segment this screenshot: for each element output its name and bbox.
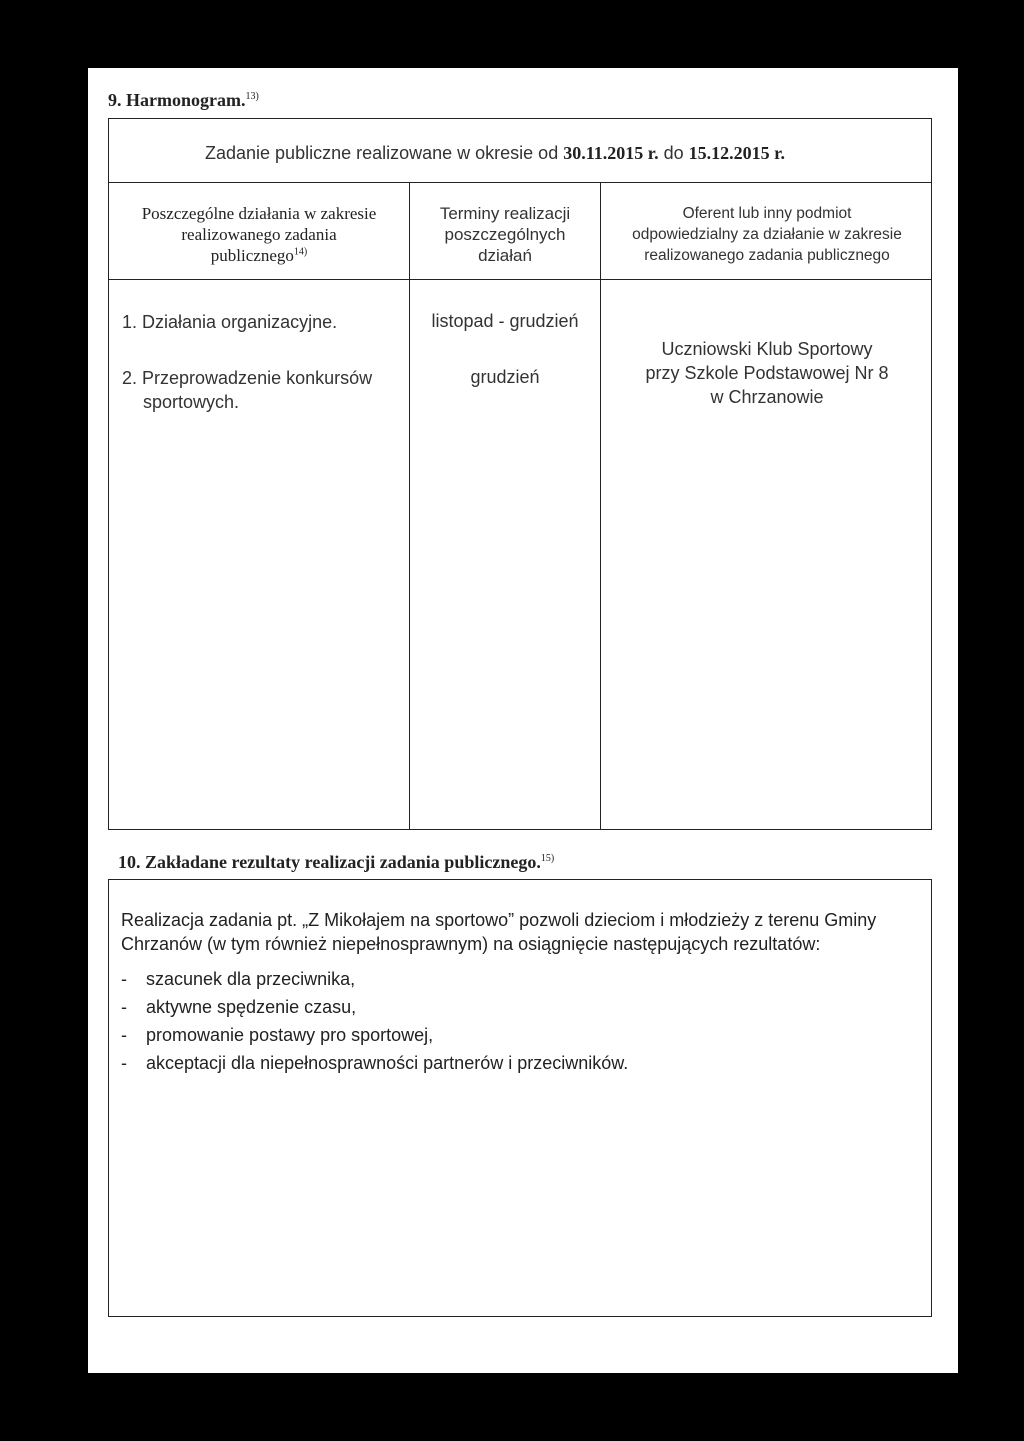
section-9-heading <box>108 90 259 111</box>
results-intro: Realizacja zadania pt. „Z Mikołajem na sportowo” pozwoli dzieciom i młodzieży z terenu Gminy Chrzanów (w tym również niepełnosprawnym) na osiągnięcie następujących rezultatów: <box>121 910 877 954</box>
activity-1: 1. Działania organizacyjne. <box>122 312 338 332</box>
period-row <box>205 143 785 164</box>
list-item: - akceptacji dla niepełnosprawności partnerów i przeciwników. <box>121 1049 921 1077</box>
header-activities: Poszczególne działania w zakresie realizowanego zadania publicznego$^{14)}$ <box>141 204 377 265</box>
header-responsible: Oferent lub inny podmiot odpowiedzialny za działanie w zakresie realizowanego zadania publicznego <box>632 205 902 264</box>
results-list <box>121 965 921 1077</box>
term-1: listopad - grudzień <box>431 311 579 331</box>
list-item: - szacunek dla przeciwnika, <box>121 965 921 993</box>
footnote-marker-13: 13) <box>245 91 259 102</box>
footnote-marker-15: 15) <box>540 853 555 864</box>
period-label: Zadanie publiczne realizowane w okresie od <box>205 143 559 163</box>
responsible-entity: Uczniowski Klub Sportowy przy Szkole Podstawowej Nr 8 w Chrzanowie <box>645 339 889 407</box>
header-divider <box>108 279 932 280</box>
list-item: - aktywne spędzenie czasu, <box>121 993 921 1021</box>
section-10-title: 10. Zakładane rezultaty realizacji zadania publicznego. <box>118 852 541 872</box>
activity-2: 2. Przeprowadzenie konkursów sportowych. <box>122 368 373 412</box>
footnote-marker-14: 14) <box>293 246 308 258</box>
section-9-title: 9. Harmonogram. <box>108 90 246 110</box>
term-2: grudzień <box>470 367 540 387</box>
list-item: - promowanie postawy pro sportowej, <box>121 1021 921 1049</box>
period-to: 15.12.2015 r. <box>688 143 785 163</box>
header-terms: Terminy realizacji poszczególnych działań <box>439 204 571 265</box>
period-to-label: do <box>663 143 684 163</box>
period-from: 30.11.2015 r. <box>563 143 659 163</box>
section-10-heading <box>118 852 554 873</box>
period-divider <box>108 182 932 183</box>
